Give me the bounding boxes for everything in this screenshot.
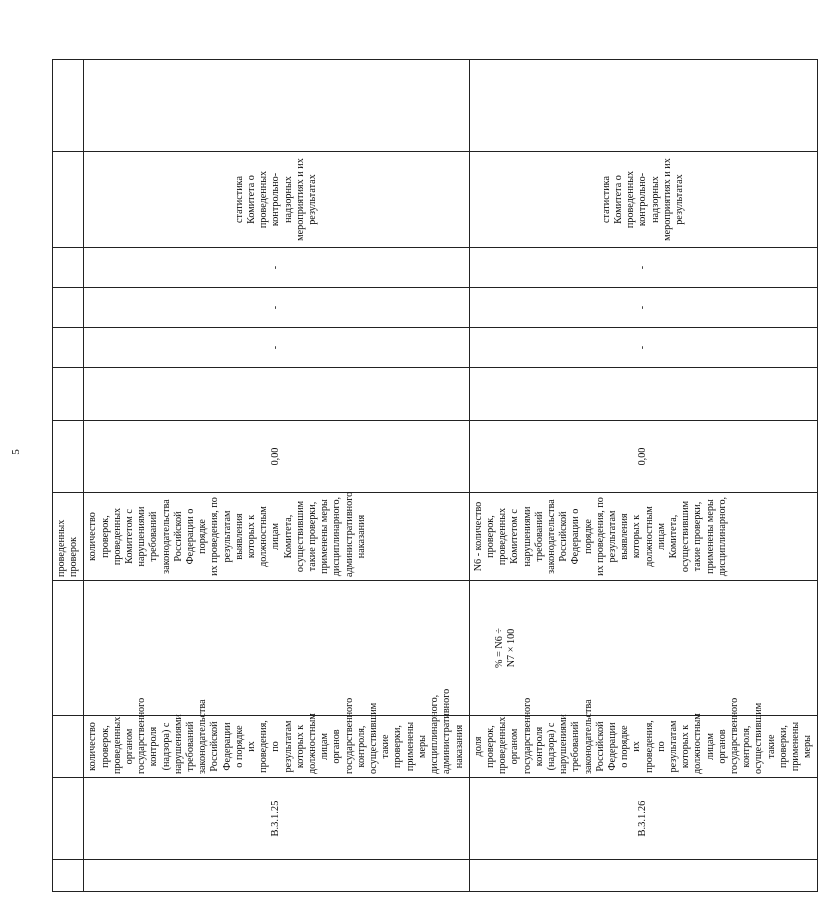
rotated-table-container xyxy=(52,60,814,892)
header-measure-cell xyxy=(53,493,84,581)
row-empty-cell xyxy=(84,60,469,152)
row-measure: N6 - количество проверок, проведенных Комитетом с нарушениями требований законодательства Российской Федерации о порядке их проведения, по результатам выявления которых к должностным лицам Комитета, осуществившим такие проверки, применены меры дисциплинарного, xyxy=(469,493,818,581)
header-empty-cell xyxy=(53,248,84,288)
row-col2: - xyxy=(469,328,818,368)
row-empty-cell xyxy=(469,860,818,892)
header-empty-cell xyxy=(53,421,84,493)
row-formula xyxy=(84,581,469,716)
header-empty-cell xyxy=(53,778,84,860)
header-empty-cell xyxy=(53,152,84,248)
table-header-row xyxy=(53,60,84,892)
table-row xyxy=(469,60,818,892)
page-number: 5 xyxy=(10,449,22,455)
row-code: В.3.1.25 xyxy=(84,778,469,860)
row-empty-cell xyxy=(469,60,818,152)
row-value: 0,00 xyxy=(84,421,469,493)
header-empty-cell xyxy=(53,716,84,778)
row-col3: - xyxy=(84,288,469,328)
table-row xyxy=(84,60,469,892)
header-empty-cell xyxy=(53,328,84,368)
row-empty-cell xyxy=(84,860,469,892)
header-measure-text: проведенных проверок xyxy=(56,519,80,577)
row-col3: - xyxy=(469,288,818,328)
row-name: количество проверок, проведенных органом государственного контроля (надзора) с нарушениями требований законодательства Российской Федерации о порядке их проведения, по результатам которых к должностным лицам органов государственного контроля, осуществившим такие проверки, применены меры дисциплинарного, административного наказания xyxy=(84,716,469,778)
row-source: статистика Комитета о проведенных контрольно- надзорных мероприятиях и их результатах xyxy=(469,152,818,248)
row-col1 xyxy=(469,368,818,421)
row-measure: количество проверок, проведенных Комитетом с нарушениями требований законодательства Российской Федерации о порядке их проведения, по результатам выявления которых к должностным лицам Комитета, осуществившим такие проверки, применены меры дисциплинарного, административного наказания xyxy=(84,493,469,581)
row-col4: - xyxy=(84,248,469,288)
header-empty-cell xyxy=(53,368,84,421)
header-empty-cell xyxy=(53,860,84,892)
row-col4: - xyxy=(469,248,818,288)
header-empty-cell xyxy=(53,288,84,328)
header-empty-cell xyxy=(53,60,84,152)
row-source: статистика Комитета о проведенных контрольно- надзорных мероприятиях и их результатах xyxy=(84,152,469,248)
row-name: доля проверок, проведенных органом государственного контроля (надзора) с нарушениями требований законодательства Российской Федерации о порядке их проведения, по результатам которых к должностным лицам органов государственного контроля, осуществившим такие проверки, применены меры xyxy=(469,716,818,778)
row-col2: - xyxy=(84,328,469,368)
row-code: В.3.1.26 xyxy=(469,778,818,860)
header-empty-cell xyxy=(53,581,84,716)
row-formula: % = N6 ÷ N7 × 100 xyxy=(469,581,818,716)
indicators-table xyxy=(52,59,818,892)
row-col1 xyxy=(84,368,469,421)
row-value: 0,00 xyxy=(469,421,818,493)
